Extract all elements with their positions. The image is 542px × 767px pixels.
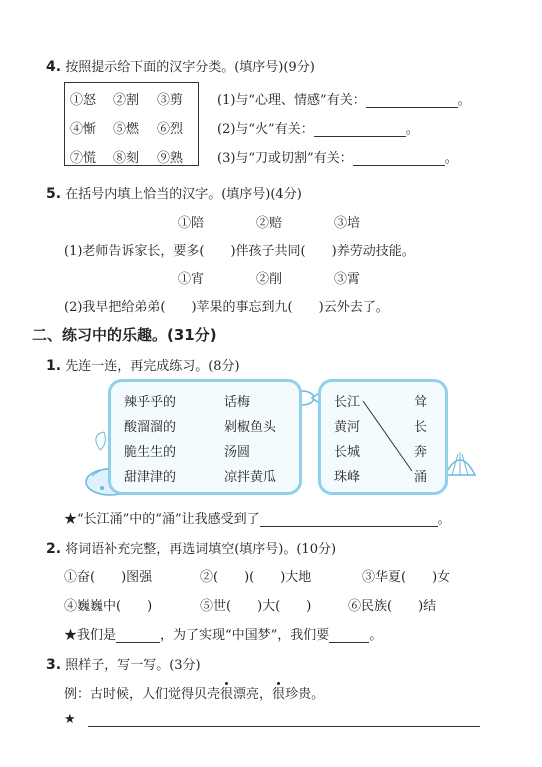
star-icon: ★ [64, 712, 76, 727]
q3-example-mid: 漂亮， [233, 687, 273, 702]
q3-header [46, 654, 201, 673]
q4-char-2: ②割 [113, 93, 140, 108]
q4-answer-line-1[interactable] [366, 93, 458, 108]
food-noun-3: 汤圆 [224, 445, 251, 460]
q2-prompt: 将词语补充完整，再选词填空(填序号)。(10分) [65, 542, 337, 557]
verb-3: 奔 [414, 445, 428, 460]
period: 。 [369, 628, 383, 643]
q2-idiom-4: ④巍巍中( ) [64, 599, 153, 614]
q4-item-2 [217, 118, 419, 137]
q4-char-7: ⑦慌 [70, 151, 97, 166]
connecting-line [360, 395, 420, 475]
verb-2: 长 [414, 420, 428, 435]
q2-idiom-2: ②( )( )大地 [200, 570, 312, 585]
q4-char-5: ⑤燃 [113, 122, 140, 137]
q4-item-2-label: (2)与“火”有关： [217, 122, 314, 137]
landmark-4: 珠峰 [334, 470, 361, 485]
q4-char-3: ③剪 [157, 93, 184, 108]
q4-answer-line-3[interactable] [353, 151, 445, 166]
food-adj-3: 脆生生的 [124, 445, 177, 460]
q1-answer-line[interactable] [260, 512, 438, 527]
landmark-3: 长城 [334, 445, 361, 460]
q2-idiom-3: ③华夏( )女 [362, 570, 451, 585]
q2-number: 2. [46, 541, 62, 557]
q3-example-post: 珍贵。 [285, 687, 325, 702]
period: 。 [437, 512, 451, 527]
q5-option-2: ②赔 [256, 216, 283, 231]
q4-char-8: ⑧刻 [113, 151, 140, 166]
q4-item-3 [217, 147, 458, 166]
q4-prompt: 按照提示给下面的汉字分类。(填序号)(9分) [65, 60, 315, 75]
q1-header [46, 355, 240, 374]
q4-answer-line-2[interactable] [314, 122, 406, 137]
q5-option-6: ③霄 [334, 272, 361, 287]
food-adj-4: 甜津津的 [124, 470, 177, 485]
q1-star-text: ★“长江涌”中的“涌”让我感受到了 [64, 512, 260, 527]
q4-char-9: ⑨熟 [157, 151, 184, 166]
q1-number: 1. [46, 358, 62, 374]
period: 。 [405, 122, 419, 137]
verb-4: 涌 [414, 470, 428, 485]
food-noun-1: 话梅 [224, 395, 251, 410]
period: 。 [457, 93, 471, 108]
food-adj-1: 辣乎乎的 [124, 395, 177, 410]
q2-answer-line-1[interactable] [116, 628, 160, 643]
section-2-title: 二、练习中的乐趣。(31分) [32, 326, 217, 344]
q1-star-line [64, 508, 451, 527]
q3-example-emphasis-2: 很 [272, 687, 286, 702]
q5-option-5: ②削 [256, 272, 283, 287]
q4-item-1 [217, 89, 471, 108]
q5-number: 5. [46, 186, 62, 202]
q3-number: 3. [46, 657, 62, 673]
q5-option-1: ①陪 [178, 216, 205, 231]
q4-char-4: ④惭 [70, 122, 97, 137]
q5-prompt: 在括号内填上恰当的汉字。(填序号)(4分) [65, 187, 302, 202]
q5-sentence-2: (2)我早把给弟弟( )苹果的事忘到九( )云外去了。 [64, 300, 389, 315]
food-noun-2: 剁椒鱼头 [224, 420, 277, 435]
q5-sentence-1: (1)老师告诉家长，要多( )伴孩子共同( )养劳动技能。 [64, 244, 415, 259]
q4-item-1-label: (1)与“心理、情感”有关： [217, 93, 366, 108]
q3-example-pre: 例：古时候，人们觉得贝壳 [64, 687, 221, 702]
q2-idiom-6: ⑥民族( )结 [348, 599, 437, 614]
q5-option-4: ①宵 [178, 272, 205, 287]
landmark-1: 长江 [334, 395, 361, 410]
q5-header [46, 183, 302, 202]
q2-idiom-5: ⑤世( )大( ) [200, 599, 312, 614]
q2-answer-line-2[interactable] [329, 628, 369, 643]
q3-star-line [64, 712, 480, 727]
q2-star-text-a: ★我们是 [64, 628, 117, 643]
q2-header [46, 538, 336, 557]
period: 。 [444, 151, 458, 166]
q4-number: 4. [46, 59, 62, 75]
q2-idiom-1: ①奋( )图强 [64, 570, 153, 585]
q4-char-1: ①怒 [70, 93, 97, 108]
q3-answer-line[interactable] [88, 712, 480, 727]
q2-star-text-b: ，为了实现“中国梦”，我们要 [160, 628, 330, 643]
q3-prompt: 照样子，写一写。(3分) [65, 658, 201, 673]
q4-header [46, 56, 315, 75]
food-adj-2: 酸溜溜的 [124, 420, 177, 435]
q3-example-emphasis-1: 很 [220, 687, 234, 702]
verb-1: 耸 [414, 395, 428, 410]
q5-option-3: ③培 [334, 216, 361, 231]
food-noun-4: 凉拌黄瓜 [224, 470, 277, 485]
q2-star-line [64, 624, 382, 643]
q4-char-6: ⑥烈 [157, 122, 184, 137]
q3-example [64, 683, 324, 702]
q4-item-3-label: (3)与“刀或切割”有关： [217, 151, 353, 166]
landmark-2: 黄河 [334, 420, 361, 435]
q1-prompt: 先连一连，再完成练习。(8分) [65, 359, 240, 374]
